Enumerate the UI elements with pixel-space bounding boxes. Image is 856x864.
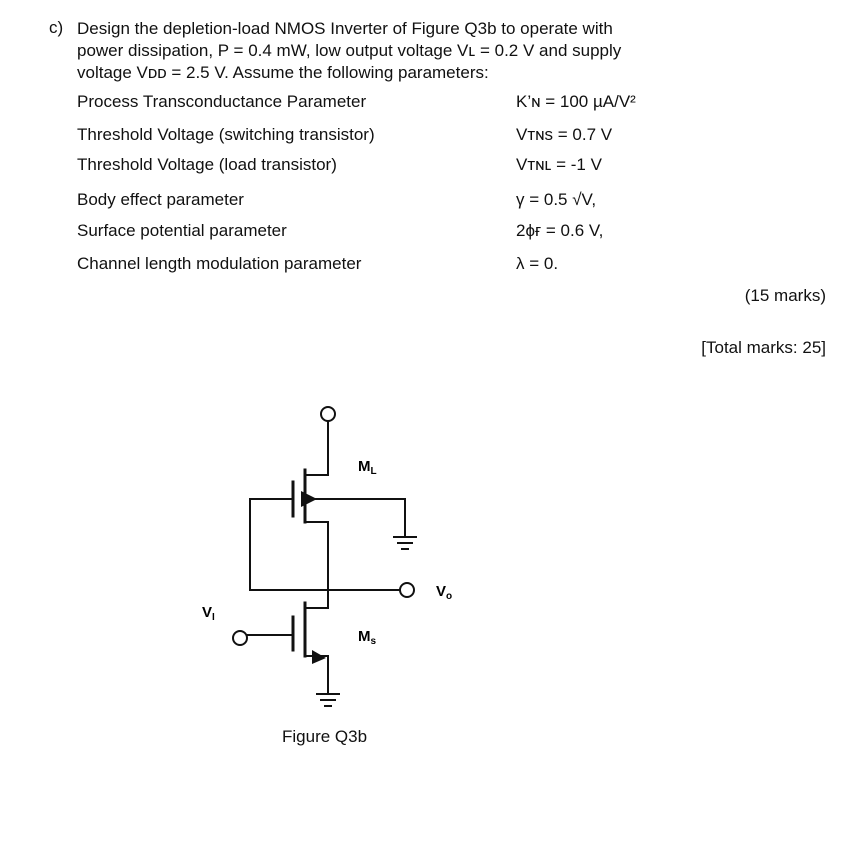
param-name-channel-length: Channel length modulation parameter — [77, 254, 362, 273]
param-value-transconductance: K’ɴ = 100 µA/V² — [516, 92, 636, 111]
param-value-channel-length: λ = 0. — [516, 254, 559, 273]
param-value-body-effect: γ = 0.5 √V, — [516, 190, 597, 209]
intro-line: voltage Vᴅᴅ = 2.5 V. Assume the following parameters: — [77, 63, 489, 82]
output-terminal — [400, 583, 414, 597]
param-value-surface-potential: 2ϕғ = 0.6 V, — [516, 221, 604, 240]
input-voltage-label: $V_I$ — [202, 604, 215, 623]
intro-line: power dissipation, P = 0.4 mW, low output voltage Vʟ = 0.2 V and supply — [77, 41, 622, 60]
param-name-vtns: Threshold Voltage (switching transistor) — [77, 125, 375, 144]
intro-line: Design the depletion-load NMOS Inverter of Figure Q3b to operate with — [77, 19, 613, 38]
vdd-terminal — [321, 407, 335, 421]
question-label: c) — [49, 18, 64, 37]
param-name-surface-potential: Surface potential parameter — [77, 221, 287, 240]
load-transistor-label: $M_L$ — [358, 458, 377, 477]
switch-transistor-label: $M_s$ — [358, 628, 377, 647]
param-name-transconductance: Process Transconductance Parameter — [77, 92, 367, 111]
param-name-vtnl: Threshold Voltage (load transistor) — [77, 155, 337, 174]
output-voltage-label: $V_o$ — [436, 583, 453, 602]
param-value-vtns: Vᴛɴѕ = 0.7 V — [516, 125, 613, 144]
switch-source-arrow — [312, 650, 326, 664]
param-name-body-effect: Body effect parameter — [77, 190, 244, 209]
total-marks-label: [Total marks: 25] — [701, 338, 826, 357]
marks-label: (15 marks) — [744, 286, 826, 305]
figure-caption: Figure Q3b — [282, 727, 368, 746]
param-value-vtnl: Vᴛɴʟ = -1 V — [516, 155, 602, 174]
input-terminal — [233, 631, 247, 645]
